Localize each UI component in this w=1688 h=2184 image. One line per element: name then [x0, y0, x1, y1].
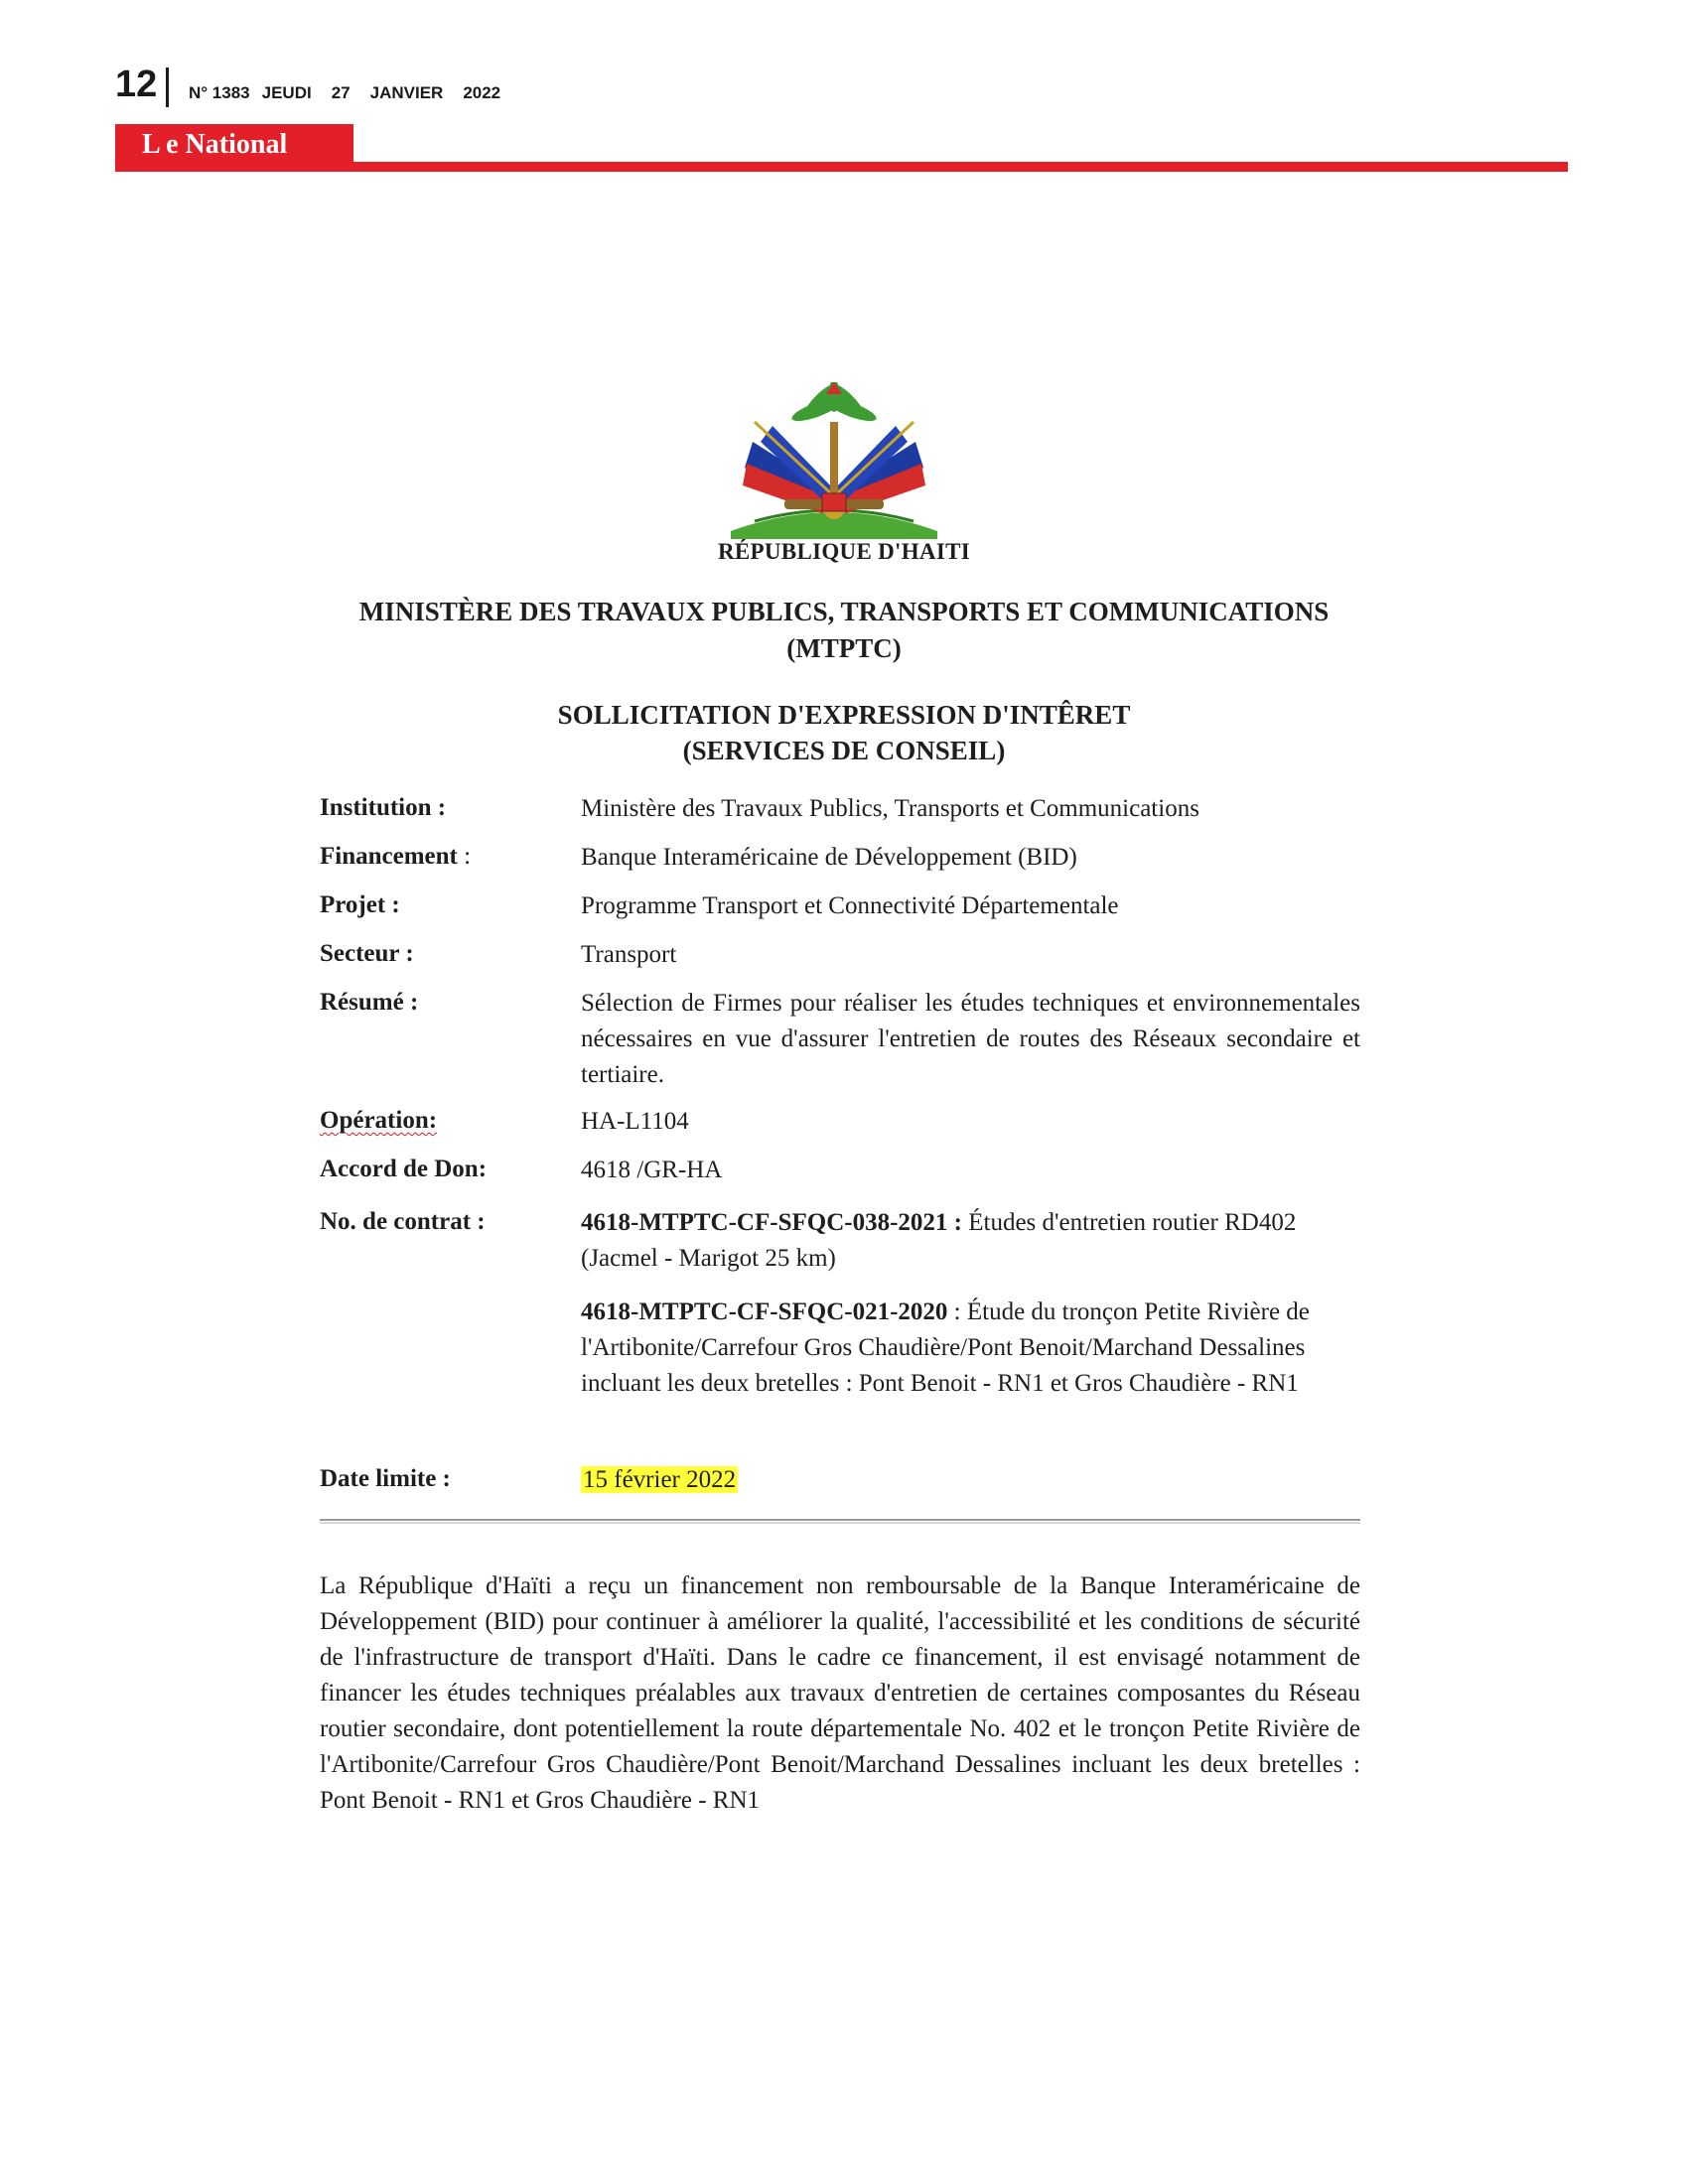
- financement-value: Banque Interaméricaine de Développement (BID): [581, 844, 1077, 871]
- section-rule: [115, 162, 1568, 172]
- section-divider: [320, 1519, 1360, 1521]
- ministry-title: [298, 594, 1390, 667]
- contract-2: [581, 1295, 1360, 1402]
- issue-weekday: JEUDI: [261, 83, 312, 102]
- issue-day: 27: [331, 83, 351, 102]
- operation-value: HA-L1104: [581, 1108, 689, 1135]
- issue-month: JANVIER: [369, 83, 444, 102]
- contrat-label: No. de contrat :: [320, 1208, 486, 1235]
- date-limite-value: [581, 1462, 1360, 1498]
- financement-label-text: Financement: [320, 843, 458, 870]
- financement-label: [320, 843, 471, 871]
- deadline-highlight: 15 février 2022: [583, 1466, 737, 1493]
- issue-year: 2022: [463, 83, 501, 102]
- haiti-coat-of-arms-icon: [725, 382, 943, 541]
- accord-value: 4618 /GR-HA: [581, 1157, 723, 1183]
- notice-title: [298, 697, 1390, 768]
- issue-info: [189, 83, 520, 103]
- projet-value: Programme Transport et Connectivité Départementale: [581, 892, 1119, 919]
- republic-title: RÉPUBLIQUE D'HAITI: [718, 539, 970, 564]
- secteur-value: Transport: [581, 941, 677, 968]
- header-divider: [166, 68, 169, 107]
- resume-value: Sélection de Firmes pour réaliser les études techniques et environnementales nécessaires en vue d'assurer l'entretien de routes des Réseaux secondaire et tertiaire.: [581, 990, 1360, 1088]
- issue-number: N° 1383: [189, 83, 250, 102]
- date-limite-label: Date limite :: [320, 1465, 451, 1492]
- body-paragraph: La République d'Haïti a reçu un financement non remboursable de la Banque Interaméricaine de Développement (BID) pour continuer à améliorer la qualité, l'accessibilité et les conditions de sécurité de l'infrastructure de transport d'Haïti. Dans le cadre ce financement, il est envisagé notamment de financer les études techniques préalables aux travaux d'entretien de certaines composantes du Réseau routier secondaire, dont potentiellement la route départementale No. 402 et le tronçon Petite Rivière de l'Artibonite/Carrefour Gros Chaudière/Pont Benoit/Marchand Dessalines incluant les deux bretelles : Pont Benoit - RN1 et Gros Chaudière - RN1: [320, 1572, 1360, 1814]
- ministry-name: MINISTÈRE DES TRAVAUX PUBLICS, TRANSPORTS ET COMMUNICATIONS: [358, 597, 1330, 626]
- resume-label: Résumé :: [320, 989, 419, 1016]
- institution-label: Institution :: [320, 794, 447, 821]
- secteur-label: Secteur :: [320, 940, 414, 967]
- notice-title-main: SOLLICITATION D'EXPRESSION D'INTÊRET: [557, 700, 1131, 730]
- accord-label: Accord de Don:: [320, 1156, 488, 1182]
- projet-label: Projet :: [320, 891, 400, 918]
- institution-value: Ministère des Travaux Publics, Transports et Communications: [581, 795, 1199, 822]
- contract-1-description: Études d'entretien routier RD402 (Jacmel - Marigot 25 km): [581, 1209, 1297, 1272]
- operation-label: Opération:: [320, 1107, 438, 1134]
- contract-1: [581, 1205, 1360, 1277]
- page-number: 12: [115, 64, 158, 105]
- contract-2-description: : Étude du tronçon Petite Rivière de l'Artibonite/Carrefour Gros Chaudière/Pont Benoit/Marchand Dessalines incluant les deux bretelles : Pont Benoit - RN1 et Gros Chaudière - RN1: [581, 1298, 1310, 1397]
- notice-title-sub: (SERVICES DE CONSEIL): [682, 736, 1006, 765]
- section-label: L e National: [142, 129, 288, 160]
- ministry-acronym: (MTPTC): [786, 633, 902, 663]
- contract-1-code: 4618-MTPTC-CF-SFQC-038-2021 :: [581, 1209, 962, 1236]
- financement-label-colon: :: [457, 843, 472, 870]
- contract-2-code: 4618-MTPTC-CF-SFQC-021-2020: [581, 1298, 948, 1325]
